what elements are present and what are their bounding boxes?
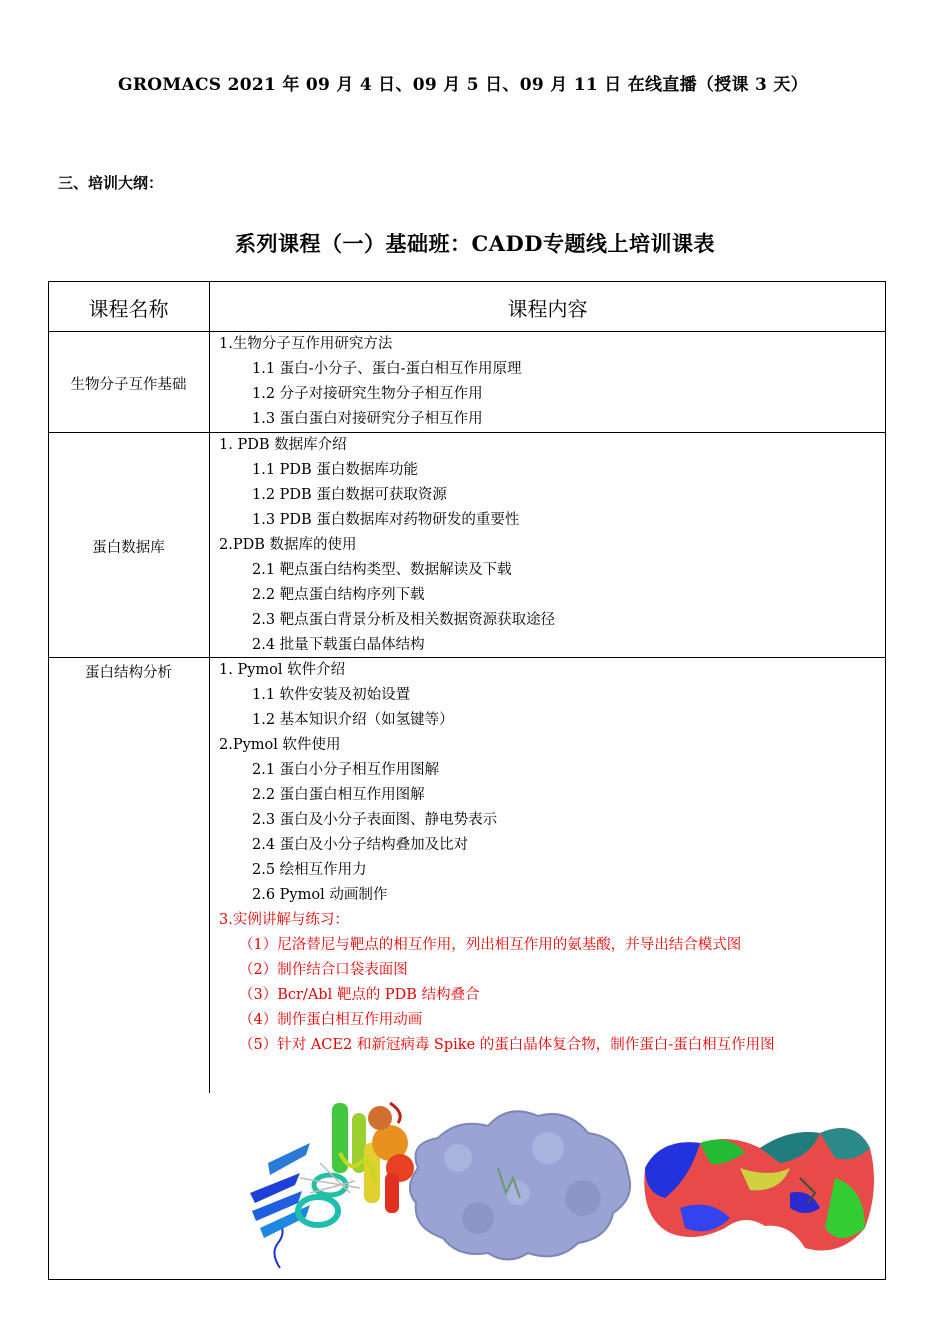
- content-line-red: （2）制作结合口袋表面图: [239, 962, 408, 978]
- content-line: 2.3 蛋白及小分子表面图、静电势表示: [252, 812, 498, 828]
- content-line: 2.4 批量下载蛋白晶体结构: [252, 637, 425, 653]
- content-line: 2.3 靶点蛋白背景分析及相关数据资源获取途径: [252, 612, 556, 628]
- table-border: [48, 281, 49, 1280]
- content-line: 1.1 软件安装及初始设置: [252, 687, 411, 703]
- table-border: [48, 1279, 886, 1280]
- content-line: 2.2 蛋白蛋白相互作用图解: [252, 787, 425, 803]
- content-line: 1.1 PDB 蛋白数据库功能: [252, 462, 418, 478]
- content-line: 2.Pymol 软件使用: [219, 737, 341, 753]
- content-line-red: 3.实例讲解与练习：: [219, 912, 349, 928]
- table-border: [885, 281, 886, 1280]
- content-line: 1. Pymol 软件介绍: [219, 662, 346, 678]
- content-line: 1. PDB 数据库介绍: [219, 437, 347, 453]
- row-name: 蛋白结构分析: [85, 665, 172, 681]
- protein-cartoon-image: [240, 1093, 420, 1273]
- electrostatic-surface-image: [640, 1108, 880, 1263]
- table-row: [48, 331, 886, 432]
- table-row: [48, 432, 886, 657]
- section-title: 三、培训大纲：: [58, 174, 164, 192]
- content-line: 1.2 PDB 蛋白数据可获取资源: [252, 487, 447, 503]
- col-header-content: 课程内容: [507, 297, 588, 321]
- content-line-red: （1）尼洛替尼与靶点的相互作用，列出相互作用的氨基酸，并导出结合模式图: [239, 937, 742, 953]
- row-name: 生物分子互作基础: [70, 377, 187, 393]
- content-line: 2.4 蛋白及小分子结构叠加及比对: [252, 837, 469, 853]
- content-line: 1.1 蛋白-小分子、蛋白-蛋白相互作用原理: [252, 361, 522, 377]
- protein-surface-image: [398, 1098, 638, 1268]
- table-border: [209, 281, 210, 1093]
- table-title: 系列课程（一）基础班：CADD专题线上培训课表: [235, 231, 715, 256]
- table-border: [48, 432, 886, 433]
- table-border: [48, 331, 886, 332]
- content-line: 2.1 蛋白小分子相互作用图解: [252, 762, 440, 778]
- content-line: 1.生物分子互作用研究方法: [219, 336, 393, 352]
- content-line: 1.2 分子对接研究生物分子相互作用: [252, 386, 483, 402]
- content-line-red: （3）Bcr/Abl 靶点的 PDB 结构叠合: [239, 987, 480, 1003]
- course-date-header: GROMACS 2021 年 09 月 4 日、09 月 5 日、09 月 11 日 在线直播（授课 3 天）: [118, 75, 808, 95]
- row-name: 蛋白数据库: [92, 540, 165, 556]
- content-line: 1.3 PDB 蛋白数据库对药物研发的重要性: [252, 512, 520, 528]
- content-line: 2.2 靶点蛋白结构序列下载: [252, 587, 425, 603]
- col-header-name: 课程名称: [88, 297, 169, 321]
- content-line: 1.2 基本知识介绍（如氢键等）: [252, 712, 454, 728]
- table-border: [48, 281, 886, 282]
- content-line: 2.1 靶点蛋白结构类型、数据解读及下载: [252, 562, 512, 578]
- content-line: 2.PDB 数据库的使用: [219, 537, 357, 553]
- content-line-red: （5）针对 ACE2 和新冠病毒 Spike 的蛋白晶体复合物，制作蛋白-蛋白相互作用图: [239, 1037, 775, 1053]
- protein-images: [210, 1093, 885, 1273]
- content-line-red: （4）制作蛋白相互作用动画: [239, 1012, 423, 1028]
- table-header-row: [48, 281, 886, 331]
- content-line: 2.5 绘相互作用力: [252, 862, 367, 878]
- content-line: 2.6 Pymol 动画制作: [252, 887, 388, 903]
- content-line: 1.3 蛋白蛋白对接研究分子相互作用: [252, 411, 483, 427]
- table-border: [48, 657, 886, 658]
